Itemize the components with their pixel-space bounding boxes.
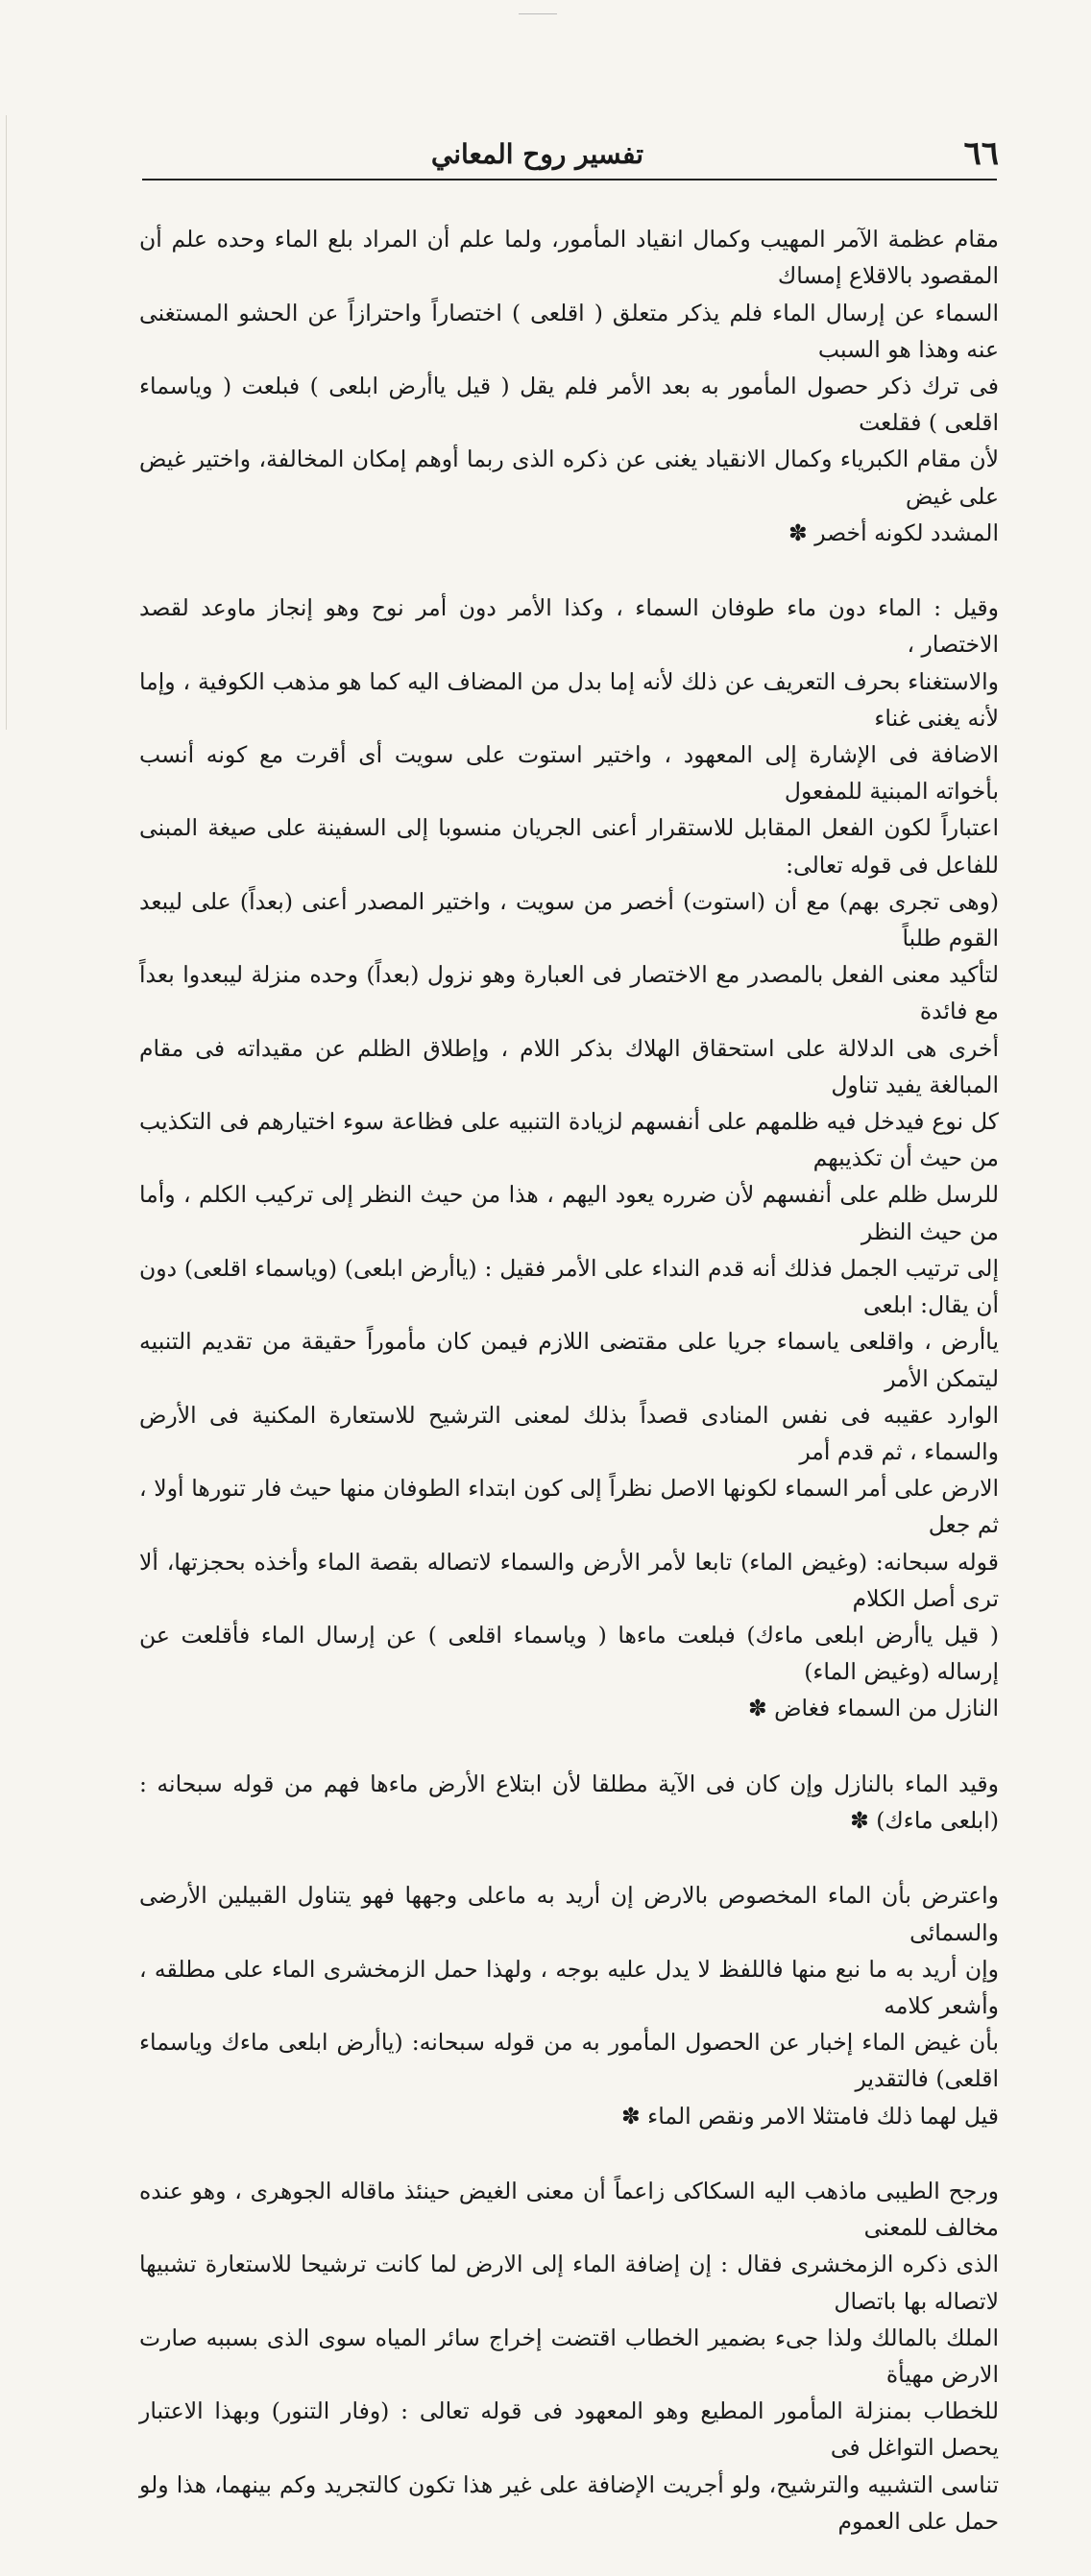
paragraph: واعترض بأن الماء المخصوص بالارض إن أريد به ماعلى وجهها فهو يتناول القبيلين الأرضى والسمائى وإن أريد به ما نبع منها فاللفظ لا يدل عليه بوجه ، ولهذا حمل الزمخشرى الماء على مطلقه ، وأشعر كلامه بأن غيض الماء إخبار عن الحصول المأمور به من قوله سبحانه: (ياأرض ابلعى ماءك وياسماء اقلعى) فالتقدير قيل لهما ذلك فامتثلا الامر ونقص الماء ✽ <box>139 1882 999 2130</box>
paragraph: وقيد الماء بالنازل وإن كان فى الآية مطلقا لأن ابتلاع الأرض ماءها فهم من قوله سبحانه : (ابلعى ماءك) ✽ <box>139 1769 999 1834</box>
paragraph: ورجح الطيبى ماذهب اليه السكاكى زاعماً أن معنى الغيض حينئذ ماقاله الجوهرى ، وهو عنده مخالف للمعنى الذى ذكره الزمخشرى فقال : إن إضافة الماء إلى الارض لما كانت ترشيحا للاستعارة تشبيها لاتصاله بها باتصال الملك بالمالك ولذا جىء بضمير الخطاب اقتضت إخراج سائر المياه سوى الذى بسببه صارت الارض مهيأة للخطاب بمنزلة المأمور المطيع وهو المعهود فى قوله تعالى : (وفار التنور) وبهذا الاعتبار يحصل التواغل فى تناسى التشبيه والترشيح، ولو أجريت الإضافة على غير هذا تكون كالتجريد وكم بينهما، هذا ولو حمل على العموم <box>139 2177 999 2535</box>
paragraph: مقام عظمة الآمر المهيب وكمال انقياد المأمور، ولما علم أن المراد بلع الماء وحده علم أن المقصود بالاقلاع إمساك السماء عن إرسال الماء فلم يذكر متعلق ( اقلعى ) اختصاراً واحترازاً عن الحشو المستغنى عنه وهذا هو السبب فى ترك ذكر حصول المأمور به بعد الأمر فلم يقل ( قيل ياأرض ابلعى ) فبلعت ( وياسماء اقلعى ) فقلعت لأن مقام الكبرياء وكمال الانقياد يغنى عن ذكره الذى ربما أوهم إمكان المخالفة، واختير غيض على غيض المشدد لكونه أخصر ✽ <box>139 226 999 546</box>
body-text <box>139 184 999 2576</box>
running-title: تفسير روح المعاني <box>430 138 643 170</box>
page-header <box>134 132 999 181</box>
header-rule <box>142 179 997 181</box>
paragraph: وقيل : الماء دون ماء طوفان السماء ، وكذا الأمر دون أمر نوح وهو إنجاز ماوعد لقصد الاختصار ، والاستغناء بحرف التعريف عن ذلك لأنه إما بدل من المضاف اليه كما هو مذهب الكوفية ، وإما لأنه يغنى غناء الاضافة فى الإشارة إلى المعهود ، واختير استوت على سويت أى أقرت مع كونه أنسب بأخواته المبنية للمفعول اعتباراً لكون الفعل المقابل للاستقرار أعنى الجريان منسوبا إلى السفينة على صيغة المبنى للفاعل فى قوله تعالى: (وهى تجرى بهم) مع أن (استوت) أخصر من سويت ، واختير المصدر أعنى (بعداً) على ليبعد القوم طلباً لتأكيد معنى الفعل بالمصدر مع الاختصار فى العبارة وهو نزول (بعداً) وحده منزلة ليبعدوا بعداً مع فائدة أخرى هى الدلالة على استحقاق الهلاك بذكر اللام ، وإطلاق الظلم عن مقيداته فى مقام المبالغة يفيد تناول كل نوع فيدخل فيه ظلمهم على أنفسهم لزيادة التنبيه على فظاعة سوء اختيارهم فى التكذيب من حيث أن تكذيبهم للرسل ظلم على أنفسهم لأن ضرره يعود اليهم ، هذا من حيث النظر إلى تركيب الكلم ، وأما من حيث النظر إلى ترتيب الجمل فذلك أنه قدم النداء على الأمر فقيل : (ياأرض ابلعى) (وياسماء اقلعى) دون أن يقال: ابلعى ياأرض ، واقلعى ياسماء جريا على مقتضى اللازم فيمن كان مأموراً حقيقة من تقديم التنبيه ليتمكن الأمر الوارد عقيبه فى نفس المنادى قصداً بذلك لمعنى الترشيح للاستعارة المكنية فى الأرض والسماء ، ثم قدم أمر الارض على أمر السماء لكونها الاصل نظراً إلى كون ابتداء الطوفان منها حيث فار تنورها أولا ، ثم جعل قوله سبحانه: (وغيض الماء) تابعا لأمر الأرض والسماء لاتصاله بقصة الماء وأخذه بحجزتها، ألا ترى أصل الكلام ( قيل ياأرض ابلعى ماءك) فبلعت ماءها ( وياسماء اقلعى ) عن إرسال الماء فأقلعت عن إرساله (وغيض الماء) النازل من السماء فغاض ✽ <box>139 594 999 1722</box>
page-edge-line <box>6 115 7 730</box>
page-number: ٦٦ <box>963 134 999 173</box>
scan-top-mark <box>519 0 557 14</box>
